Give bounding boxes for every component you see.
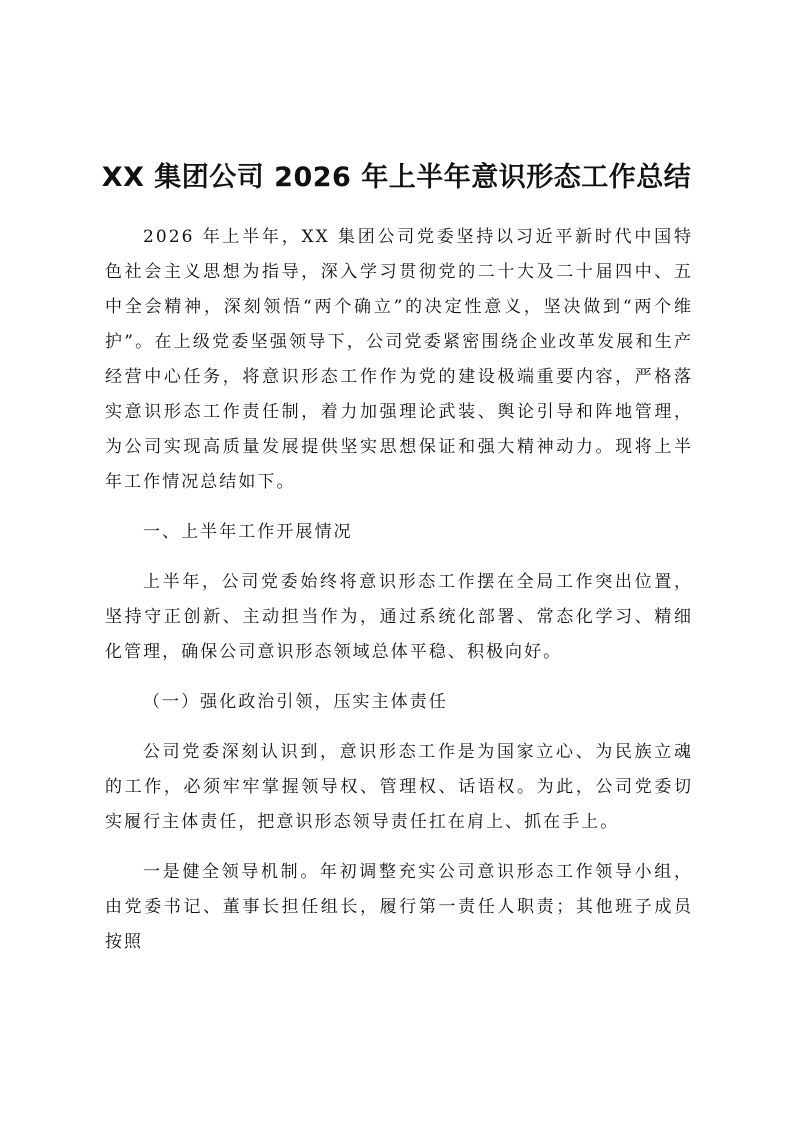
intro-paragraph: 2026 年上半年，XX 集团公司党委坚持以习近平新时代中国特色社会主义思想为指导，深入学习贯彻党的二十大及二十届四中、五中全会精神，深刻领悟“两个确立”的决定性意义，坚决做到“两个维护”。在上级党委坚强领导下，公司党委紧密围绕企业改革发展和生产经营中心任务，将意识形态工作作为党的建设极端重要内容，严格落实意识形态工作责任制，着力加强理论武装、舆论引导和阵地管理，为公司实现高质量发展提供坚实思想保证和强大精神动力。现将上半年工作情况总结如下。 bbox=[105, 227, 693, 492]
section-1-summary-paragraph: 上半年，公司党委始终将意识形态工作摆在全局工作突出位置，坚持守正创新、主动担当作为，通过系统化部署、常态化学习、精细化管理，确保公司意识形态领域总体平稳、积极向好。 bbox=[105, 572, 693, 662]
section-heading-1: 一、上半年工作开展情况 bbox=[143, 522, 353, 542]
subsection-1-paragraph: 公司党委深刻认识到，意识形态工作是为国家立心、为民族立魂的工作，必须牢牢掌握领导权、管理权、话语权。为此，公司党委切实履行主体责任，把意识形态领导责任扛在肩上、抓在手上。 bbox=[105, 742, 693, 832]
leadership-mechanism-paragraph: 一是健全领导机制。年初调整充实公司意识形态工作领导小组，由党委书记、董事长担任组长，履行第一责任人职责；其他班子成员按照 bbox=[105, 862, 693, 952]
document-body bbox=[105, 220, 693, 960]
document-title: XX 集团公司 2026 年上半年意识形态工作总结 bbox=[101, 162, 692, 194]
subsection-heading-1: （一）强化政治引领，压实主体责任 bbox=[143, 692, 448, 712]
